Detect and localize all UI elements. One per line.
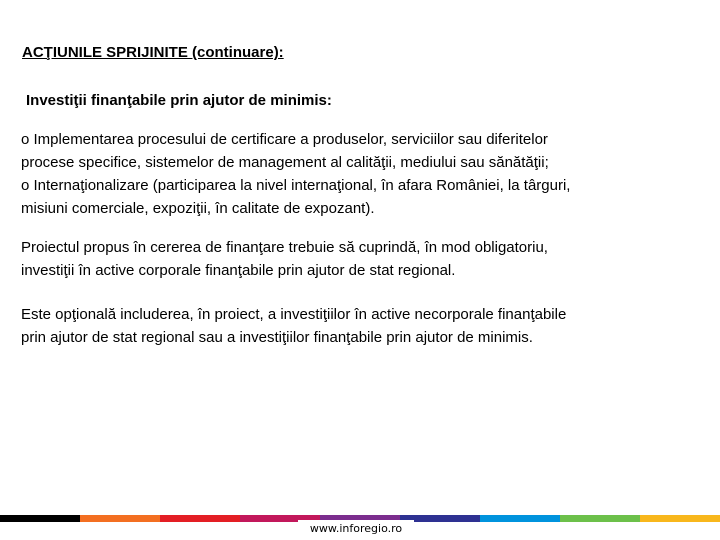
footer-website-url[interactable]: www.inforegio.ro (298, 520, 414, 538)
stripe-segment-3 (160, 515, 240, 522)
text-line: Proiectul propus în cererea de finanţare trebuie să cuprindă, în mod obligatoriu, (21, 239, 548, 256)
stripe-segment-2 (80, 515, 160, 522)
text-line: prin ajutor de stat regional sau a investiţiilor finanţabile prin ajutor de minimis. (21, 329, 533, 346)
subheading: Investiţii finanţabile prin ajutor de minimis: (26, 92, 332, 109)
stripe-segment-7 (480, 515, 560, 522)
section-heading: ACŢIUNILE SPRIJINITE (continuare): (22, 44, 284, 61)
stripe-segment-1 (0, 515, 80, 522)
stripe-segment-8 (560, 515, 640, 522)
paragraph-certification-internationalization (21, 128, 711, 220)
text-line: o Internaţionalizare (participarea la nivel internaţional, în afara României, la târguri, (21, 177, 571, 194)
paragraph-mandatory-investments (21, 236, 711, 282)
stripe-segment-9 (640, 515, 720, 522)
text-line: Este opţională includerea, în proiect, a investiţiilor în active necorporale finanţabile (21, 306, 567, 323)
paragraph-optional-investments (21, 303, 711, 349)
text-line: investiţii în active corporale finanţabile prin ajutor de stat regional. (21, 262, 456, 279)
text-line: misiuni comerciale, expoziţii, în calitate de expozant). (21, 200, 375, 217)
text-line: o Implementarea procesului de certificare a produselor, serviciilor sau diferitelor (21, 131, 548, 148)
text-line: procese specifice, sistemelor de management al calităţii, mediului sau sănătăţii; (21, 154, 549, 171)
